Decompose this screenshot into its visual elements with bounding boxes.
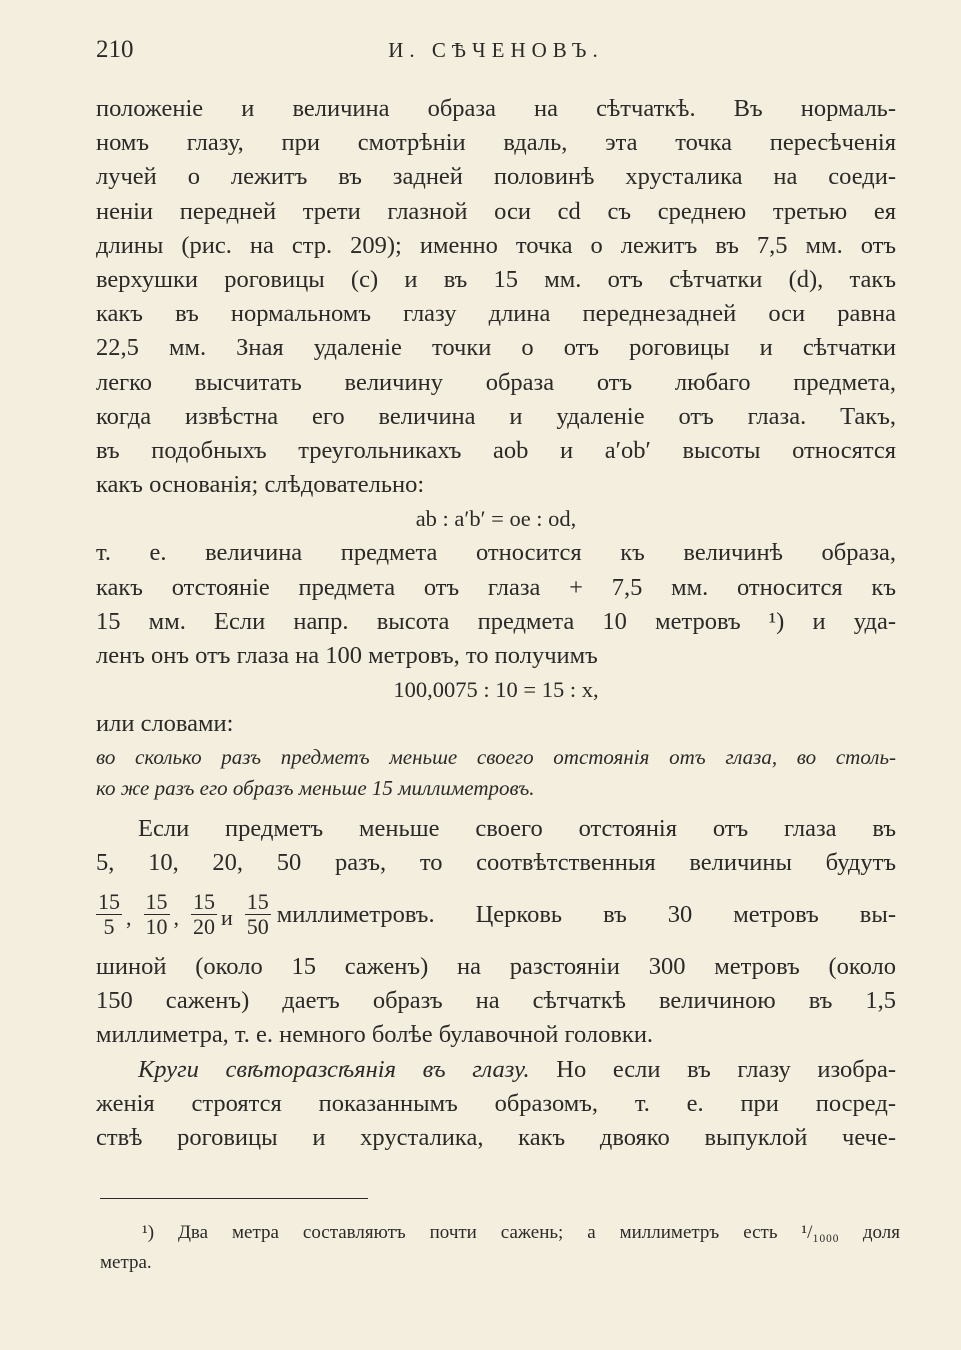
fraction: $\frac{15}{20}$ [193,889,215,940]
text-line: какъ отстояніе предмета отъ глаза + 7,5 мм. относится къ [96,573,896,601]
text-line: неніи передней трети глазной оси cd съ среднею третью ея [96,197,896,225]
text-line: какъ въ нормальномъ глазу длина переднезадней оси равна [96,300,896,328]
fraction-separator: и [221,904,233,930]
paragraph-text: Но если въ глазу изобра- [556,1055,897,1083]
paragraph-line: 5, 10, 20, 50 разъ, то соотвѣтственныя величины будутъ [96,848,896,876]
text-line: въ подобныхъ треугольникахъ aob и a′ob′ высоты относятся [96,436,896,464]
fraction-line-text: миллиметровъ. Церковь въ 30 метровъ вы- [276,900,896,928]
text-line: положеніе и величина образа на сѣтчаткѣ. Въ нормаль- [96,95,896,122]
footnote-line: ¹) Два метра составляютъ почти сажень; а миллиметръ есть ¹/₁₀₀₀ доля [142,1222,900,1243]
section-heading: Круги свѣторазсѣянія въ глазу. [138,1055,530,1083]
text-line: верхушки роговицы (c) и въ 15 мм. отъ сѣтчатки (d), такъ [96,265,896,293]
formula-proportion: ab : a′b′ = oe : od, [415,506,577,532]
formula-calculation: 100,0075 : 10 = 15 : x, [393,677,599,703]
text-line: какъ основанія; слѣдовательно: [96,471,425,499]
fraction: $\frac{15}{5}$ [98,889,120,940]
paragraph-line [96,1053,896,1087]
text-line: т. е. величина предмета относится къ величинѣ образа, [96,539,896,567]
text-line: длины (рис. на стр. 209); именно точка о лежитъ въ 7,5 мм. отъ [96,231,896,259]
footnote-divider [100,1198,368,1199]
paragraph-line: женія строятся показаннымъ образомъ, т. е. при посред- [96,1089,896,1117]
italic-rule-line: во сколько разъ предметъ меньше своего отстоянія отъ глаза, во столь- [96,744,896,769]
text-line: или словами: [96,710,234,738]
paragraph-line: Если предметъ меньше своего отстоянія отъ глаза въ [138,814,896,842]
fraction: $\frac{15}{50}$ [246,889,269,940]
paragraph-line: шиной (около 15 саженъ) на разстояніи 300 метровъ (около [96,952,896,980]
text-line: 15 мм. Если напр. высота предмета 10 метровъ ¹) и уда- [96,607,896,635]
text-line: лучей о лежитъ въ задней половинѣ хрусталика на соеди- [96,163,896,191]
text-line: номъ глазу, при смотрѣніи вдаль, эта точка пересѣченія [96,129,896,157]
text-line: когда извѣстна его величина и удаленіе отъ глаза. Такъ, [96,402,896,430]
running-head: И. СѢЧЕНОВЪ. [388,38,604,62]
text-line: легко высчитать величину образа отъ любаго предмета, [96,368,896,396]
footnote-line: метра. [100,1252,152,1273]
paragraph-line: 150 саженъ) даетъ образъ на сѣтчаткѣ величиною въ 1,5 [96,987,896,1015]
fraction-separator: , [173,904,179,930]
paragraph-line: миллиметра, т. е. немного болѣе булавочной головки. [96,1021,654,1049]
text-line: ленъ онъ отъ глаза на 100 метровъ, то получимъ [96,642,598,669]
page-header [96,36,896,70]
fraction-separator: , [126,904,132,930]
fractions-line [96,880,896,950]
footnote [100,1218,900,1278]
text-line: 22,5 мм. Зная удаленіе точки о отъ роговицы и сѣтчатки [96,334,896,362]
body-text [96,92,896,1155]
paragraph-line: ствѣ роговицы и хрусталика, какъ двояко выпуклой чече- [96,1123,896,1151]
fraction: $\frac{15}{10}$ [145,889,168,940]
italic-rule-line: ко же разъ его образъ меньше 15 миллиметровъ. [96,775,535,800]
page-number: 210 [96,36,134,63]
